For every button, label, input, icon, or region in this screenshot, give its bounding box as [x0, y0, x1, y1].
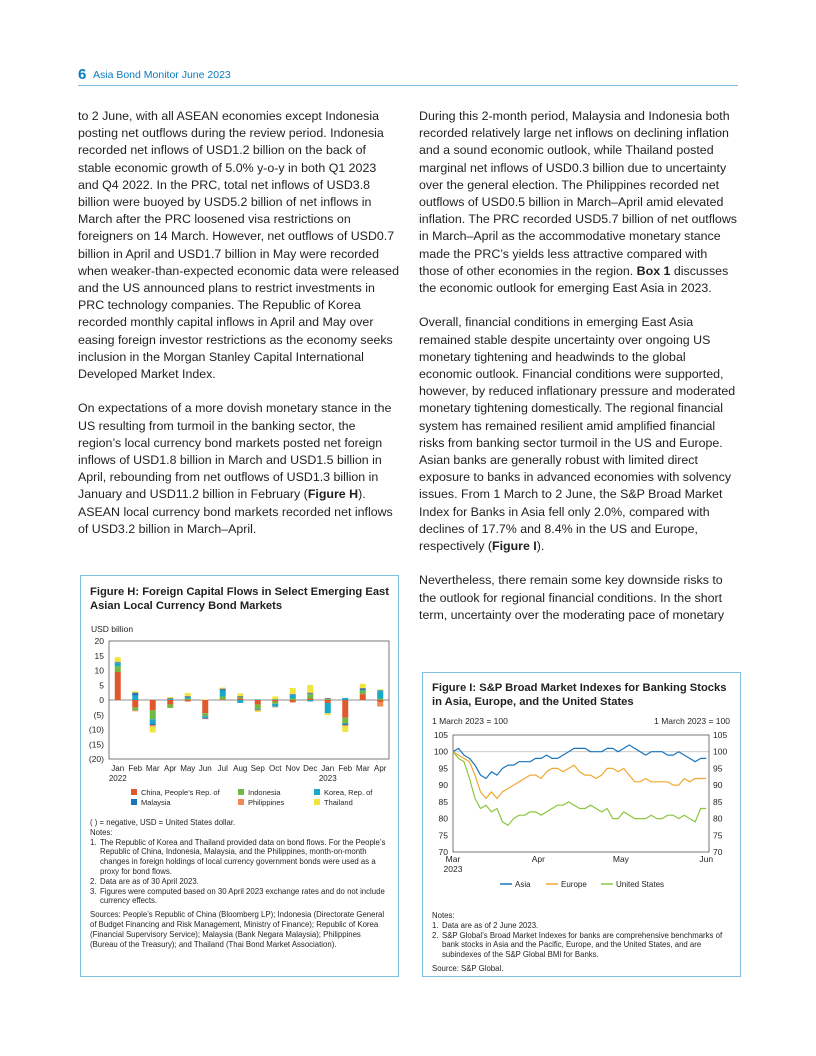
- figure-h-title: Figure H: Foreign Capital Flows in Select Emerging East Asian Local Currency Bond Markets: [90, 586, 390, 612]
- bar-segment: [325, 699, 331, 700]
- bar-segment: [272, 700, 278, 701]
- bar-segment: [360, 691, 366, 695]
- legend-label: United States: [616, 880, 665, 889]
- bar-segment: [307, 700, 313, 701]
- bar-segment: [167, 700, 173, 704]
- right-paragraph-1: During this 2-month period, Malaysia and Indonesia both recorded relatively large net inflows on declining inflation and a sound economic outlook, while Thailand posted marginal net inflows of USD0.3 billion due to uncertainty over the general election. The Philippines recorded net outflows of USD0.5 billion in March–April amid elevated inflation. The PRC recorded USD5.7 billion of net outflows in March–April as the accommodative monetary stance made the PRC’s yields less attractive compared with those of other economies in the region. Box 1 discusses the economic outlook for emerging East Asia in 2023.: [419, 109, 737, 296]
- bar-segment: [342, 698, 348, 700]
- bar-segment: [185, 696, 191, 697]
- legend-label: Asia: [515, 880, 531, 889]
- figure-i-notes: [432, 911, 732, 974]
- bar-segment: [342, 724, 348, 725]
- bar-segment: [115, 657, 121, 661]
- x-year-label: 2022: [108, 774, 127, 783]
- bar-segment: [220, 691, 226, 697]
- x-tick-label: Mar: [145, 764, 160, 773]
- right-tick-label: 90: [713, 780, 723, 791]
- series-line: [453, 745, 706, 779]
- bar-segment: [342, 725, 348, 726]
- legend-swatch: [238, 799, 244, 805]
- page-number: 6: [78, 66, 87, 83]
- bar-segment: [132, 691, 138, 692]
- y-tick-label: (15): [88, 739, 104, 750]
- x-tick-label: Dec: [303, 764, 318, 773]
- y-tick-label: 20: [94, 636, 104, 646]
- bar-segment: [202, 718, 208, 719]
- x-year-label: 2023: [318, 774, 337, 783]
- legend-swatch: [314, 799, 320, 805]
- x-tick-label: Jan: [321, 764, 335, 773]
- x-tick-label: Nov: [285, 764, 300, 773]
- x-tick-label: Apr: [531, 854, 545, 864]
- note-item: 1. The Republic of Korea and Thailand provided data on bond flows. For the People’s Republic of China, Indonesia, Malaysia, and the Philippines, month-on-month changes in foreign holdings of local currency government bonds were used as a proxy for bond flows.: [90, 837, 386, 876]
- bar-segment: [255, 709, 261, 710]
- figure-h-note-list: [90, 838, 390, 907]
- y-tick-label: 0: [99, 695, 104, 705]
- x-tick-label: Apr: [374, 764, 387, 773]
- bar-segment: [377, 702, 383, 706]
- bar-segment: [237, 696, 243, 697]
- x-tick-label: Mar: [445, 854, 461, 864]
- right-tick-label: 100: [713, 746, 728, 757]
- bar-segment: [360, 684, 366, 688]
- bar-segment: [325, 699, 331, 700]
- note-item: 2. S&P Global’s Broad Market Indexes for banks are comprehensive benchmarks of bank stocks in Asia and the Pacific, Europe, and the United States, and are subindexes of the S&P Global BMI for Banks.: [432, 930, 723, 960]
- left-tick-label: 105: [433, 730, 448, 740]
- x-tick-label: Jun: [198, 764, 212, 773]
- bar-segment: [220, 689, 226, 690]
- left-paragraph-1: to 2 June, with all ASEAN economies except Indonesia posting net outflows during the review period. Indonesia recorded net inflows of USD1.2 billion on the back of stable economic growth of 5.0% y-o-y in both Q1 2023 and Q4 2022. In the PRC, total net inflows of USD3.8 billion were buoyed by USD5.2 billion of net inflows in March after the PRC loosened visa restrictions on foreigners on 14 March. However, net outflows of USD0.7 billion in April and USD1.7 billion in May were recorded when weaker-than-expected economic data were released and the US announced plans to restrict investments in PRC technology companies. The Republic of Korea recorded monthly capital inflows in April and May over easing foreign investor restrictions as the economy seeks inclusion in the Morgan Stanley Capital International Developed Market Index.: [78, 109, 399, 382]
- bar-segment: [132, 700, 138, 707]
- bar-segment: [237, 697, 243, 698]
- right-tick-label: 105: [713, 730, 728, 740]
- figure-h-reference[interactable]: Figure H: [307, 487, 359, 502]
- bar-segment: [237, 694, 243, 696]
- bar-segment: [377, 699, 383, 700]
- bar-segment: [115, 662, 121, 663]
- legend-swatch: [131, 789, 137, 795]
- bar-segment: [325, 698, 331, 699]
- legend-label: Korea, Rep. of: [324, 788, 373, 797]
- left-tick-label: 85: [438, 796, 448, 807]
- figure-i: [422, 672, 741, 977]
- right-axis-title: 1 March 2023 = 100: [654, 716, 730, 726]
- series-line: [453, 752, 706, 799]
- bar-segment: [150, 710, 156, 719]
- bar-segment: [167, 704, 173, 708]
- bar-segment: [307, 699, 313, 700]
- bar-segment: [255, 699, 261, 700]
- bar-segment: [167, 698, 173, 699]
- bar-segment: [150, 700, 156, 710]
- left-tick-label: 100: [433, 746, 448, 757]
- bar-segment: [307, 693, 313, 694]
- bar-segment: [360, 694, 366, 700]
- bar-segment: [150, 724, 156, 725]
- bar-segment: [377, 700, 383, 702]
- x-tick-label: Oct: [269, 764, 282, 773]
- figure-h-sources: Sources: People’s Republic of China (Bloomberg LP); Indonesia (Directorate General of Budget Financing and Risk Management, Ministry of Finance); Republic of Korea (Financial Supervisory Service); Malaysia (Bank Negara Malaysia); Philippines (Bureau of the Treasury); and Thailand (Thai Bond Market Association).: [90, 910, 385, 949]
- left-tick-label: 95: [438, 763, 448, 774]
- x-tick-label: Mar: [355, 764, 370, 773]
- right-paragraph-2: Overall, financial conditions in emerging East Asia remained stable despite uncertainty over ongoing US monetary tightening and headwinds to the global economic outlook. Financial conditions were supported, however, by reduced inflationary pressure and moderated monetary tightening domestically. The regional financial system has remained resilient amid amplified financial risks from banking sector turmoil in the US and Europe. Asian banks are generally robust with limited direct exposure to banks in advanced economies with solvency issues. From 1 March to 2 June, the S&P Broad Market Index for Banks in Asia fell only 2.0%, compared with declines of 17.7% and 8.4% in the US and Europe, respectively (Figure I).: [419, 315, 736, 554]
- bar-segment: [115, 663, 121, 666]
- note-item: 2. Data are as of 30 April 2023.: [90, 876, 199, 886]
- x-tick-label: Aug: [233, 764, 248, 773]
- note-item: 1. Data are as of 2 June 2023.: [432, 920, 539, 930]
- bar-segment: [167, 699, 173, 700]
- y-tick-label: 5: [99, 680, 104, 691]
- x-tick-label: Apr: [164, 764, 177, 773]
- bar-segment: [307, 692, 313, 693]
- y-axis-title: USD billion: [91, 624, 134, 634]
- bar-segment: [150, 725, 156, 726]
- bar-segment: [202, 699, 208, 700]
- bar-segment: [115, 662, 121, 663]
- bar-segment: [220, 688, 226, 689]
- bar-segment: [185, 699, 191, 700]
- bar-segment: [185, 697, 191, 698]
- bar-segment: [237, 699, 243, 700]
- bar-segment: [360, 688, 366, 689]
- bar-segment: [185, 700, 191, 701]
- legend-label: Philippines: [248, 798, 285, 807]
- bar-segment: [167, 697, 173, 698]
- left-paragraph-2: On expectations of a more dovish monetary stance in the US resulting from turmoil in the banking sector, the region’s local currency bond markets posted net foreign inflows of USD1.8 billion in March and USD1.5 billion in April, rebounding from net outflows of USD1.3 billion in January and USD11.2 billion in February (Figure H). ASEAN local currency bond markets recorded net inflows of USD3.2 billion in March–April.: [78, 401, 393, 536]
- y-tick-label: 10: [94, 665, 104, 676]
- x-tick-label: May: [180, 764, 196, 773]
- bar-segment: [290, 695, 296, 699]
- legend-label: Europe: [561, 880, 587, 889]
- page-header: [78, 66, 738, 86]
- figure-h: [80, 575, 399, 977]
- legend-label: Indonesia: [248, 788, 281, 797]
- bar-segment: [237, 700, 243, 703]
- box-1-reference[interactable]: Box 1: [636, 263, 671, 278]
- right-tick-label: 70: [713, 847, 723, 857]
- bar-segment: [185, 693, 191, 696]
- figure-i-reference[interactable]: Figure I: [492, 539, 537, 554]
- bar-segment: [132, 707, 138, 710]
- bar-segment: [220, 688, 226, 689]
- legend-swatch: [238, 789, 244, 795]
- bar-segment: [255, 711, 261, 712]
- figure-h-notes-label: Notes:: [90, 827, 113, 837]
- x-tick-label: Jan: [111, 764, 125, 773]
- bar-segment: [360, 688, 366, 689]
- figure-i-title: Figure I: S&P Broad Market Indexes for Banking Stocks in Asia, Europe, and the United States: [432, 682, 727, 708]
- bar-segment: [290, 694, 296, 695]
- x-tick-label: Jul: [217, 764, 228, 773]
- left-axis-title: 1 March 2023 = 100: [432, 716, 508, 726]
- figure-h-chart: [81, 620, 398, 820]
- bar-segment: [202, 716, 208, 717]
- bar-segment: [325, 713, 331, 715]
- x-tick-label: Sep: [250, 764, 265, 773]
- legend-swatch: [314, 789, 320, 795]
- bar-segment: [377, 690, 383, 691]
- y-tick-label: 15: [94, 650, 104, 661]
- x-tick-label: Jun: [699, 854, 714, 864]
- bar-segment: [237, 696, 243, 697]
- bar-segment: [290, 688, 296, 694]
- y-tick-label: (10): [88, 724, 104, 735]
- figure-i-notes-label: Notes:: [432, 911, 455, 920]
- bar-segment: [272, 707, 278, 708]
- bar-segment: [255, 700, 261, 704]
- bar-segment: [255, 710, 261, 711]
- bar-segment: [290, 694, 296, 695]
- note-item: 3. Figures were computed based on 30 April 2023 exchange rates and do not include currency effects.: [90, 886, 385, 906]
- right-paragraph-3: Nevertheless, there remain some key downside risks to the outlook for regional financial conditions. In the short term, uncertainty over the moderating pace of monetary: [419, 573, 725, 622]
- bar-segment: [342, 700, 348, 718]
- figure-h-notes: [90, 818, 390, 949]
- legend-label: Thailand: [324, 798, 353, 807]
- x-tick-label: Feb: [338, 764, 353, 773]
- bar-segment: [202, 700, 208, 713]
- bar-segment: [115, 666, 121, 672]
- bar-segment: [167, 699, 173, 700]
- bar-segment: [377, 689, 383, 690]
- bar-segment: [307, 685, 313, 692]
- bar-segment: [115, 672, 121, 700]
- legend-label: Malaysia: [141, 798, 171, 807]
- bar-segment: [342, 718, 348, 724]
- y-tick-label: (5): [93, 709, 104, 720]
- figure-h-footnote: ( ) = negative, USD = United States dollar.: [90, 818, 236, 827]
- bar-segment: [272, 699, 278, 700]
- x-year-label: 2023: [443, 864, 463, 874]
- legend-swatch: [131, 799, 137, 805]
- bar-segment: [150, 719, 156, 723]
- bar-segment: [307, 694, 313, 698]
- legend-label: China, People’s Rep. of: [141, 788, 220, 797]
- bar-segment: [202, 719, 208, 720]
- figure-i-sources: Source: S&P Global.: [432, 963, 504, 973]
- plot-frame: [453, 735, 709, 852]
- right-tick-label: 85: [713, 796, 723, 807]
- bar-segment: [272, 696, 278, 699]
- right-tick-label: 95: [713, 763, 723, 774]
- header-rule: [78, 85, 738, 86]
- bar-segment: [220, 696, 226, 699]
- bar-segment: [290, 700, 296, 702]
- bar-segment: [202, 713, 208, 716]
- bar-segment: [220, 699, 226, 700]
- bar-segment: [342, 726, 348, 732]
- bar-segment: [272, 704, 278, 707]
- right-tick-label: 75: [713, 830, 723, 841]
- bar-segment: [132, 696, 138, 700]
- left-tick-label: 90: [438, 780, 448, 791]
- left-tick-label: 80: [438, 813, 448, 824]
- bar-segment: [290, 699, 296, 700]
- bar-segment: [377, 691, 383, 698]
- x-tick-label: Feb: [128, 764, 143, 773]
- bar-segment: [132, 710, 138, 711]
- bar-segment: [360, 690, 366, 691]
- bar-segment: [325, 700, 331, 703]
- left-tick-label: 75: [438, 830, 448, 841]
- bar-segment: [255, 704, 261, 708]
- left-tick-label: 70: [438, 847, 448, 857]
- y-tick-label: (20): [88, 754, 104, 764]
- publication-title: Asia Bond Monitor June 2023: [93, 69, 231, 81]
- x-tick-label: May: [612, 854, 629, 864]
- bar-segment: [185, 696, 191, 697]
- series-line: [453, 752, 706, 826]
- left-column: [78, 108, 400, 555]
- bar-segment: [325, 703, 331, 713]
- bar-segment: [150, 727, 156, 733]
- right-column: [419, 108, 741, 641]
- bar-segment: [132, 693, 138, 696]
- right-tick-label: 80: [713, 813, 723, 824]
- bar-segment: [272, 701, 278, 703]
- figure-i-chart: [423, 713, 740, 903]
